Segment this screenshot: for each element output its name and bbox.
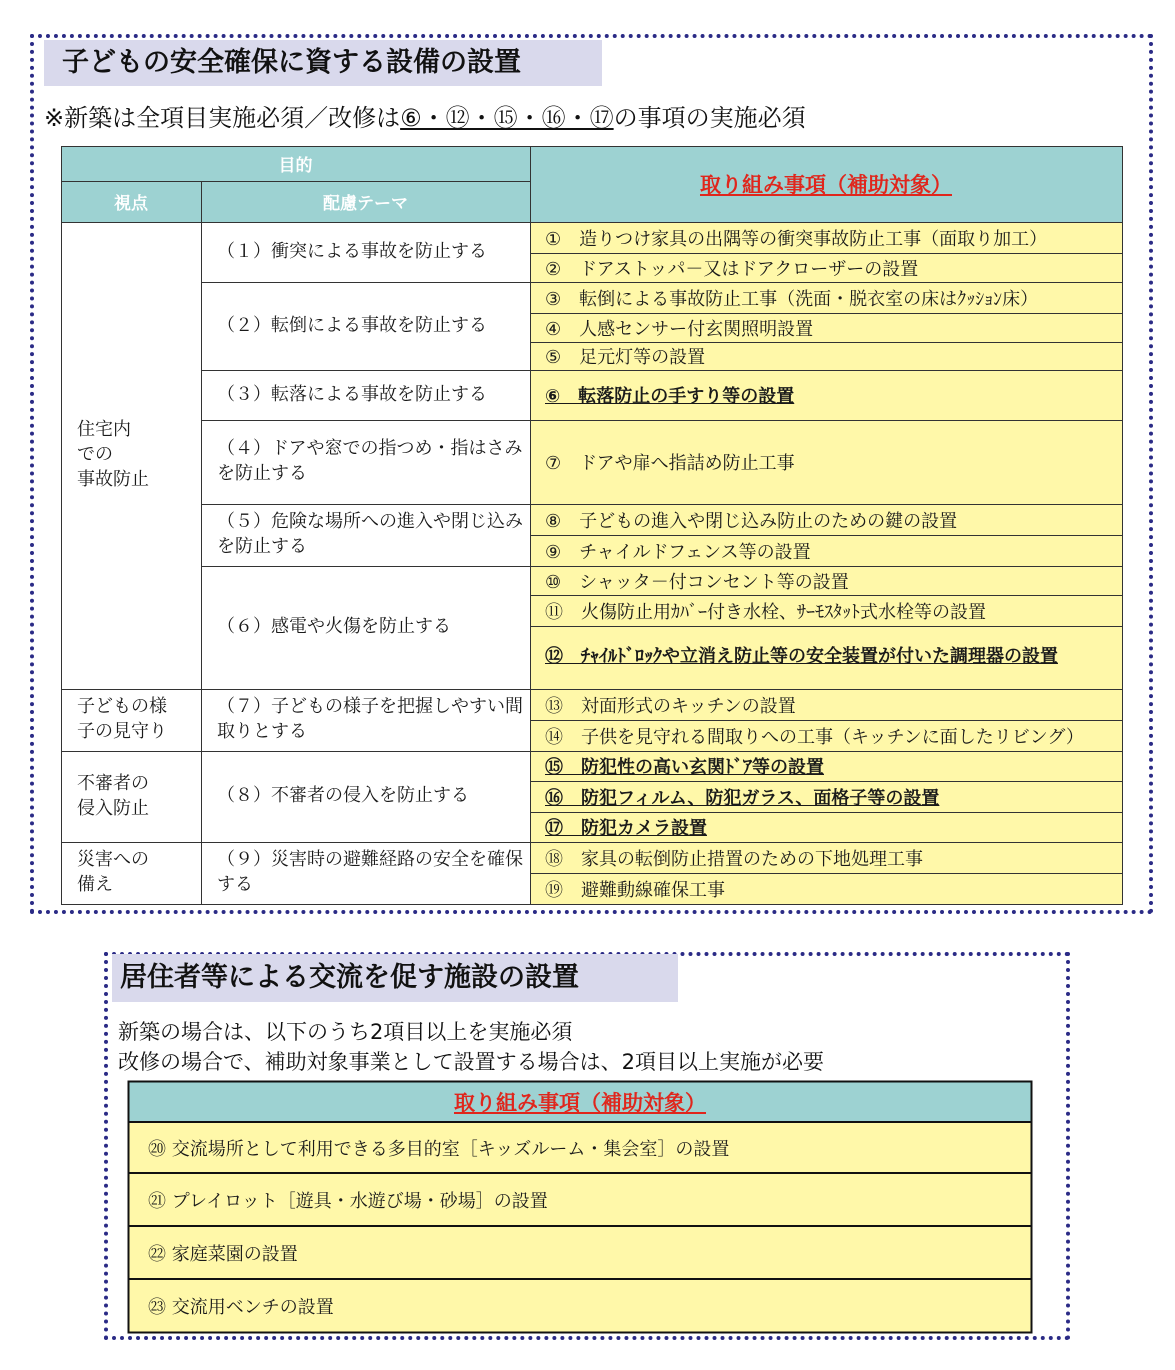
item-09: ⑨ チャイルドフェンス等の設置 bbox=[530, 535, 1122, 566]
theme-3: （３）転落による事故を防止する bbox=[201, 370, 530, 420]
section2-note-line1: 新築の場合は、以下のうち2項目以上を実施必須 bbox=[118, 1020, 573, 1044]
note-prefix: ※新築は全項目実施必須／改修は bbox=[44, 104, 401, 132]
section2-header-items: 取り組み事項（補助対象） bbox=[128, 1081, 1032, 1122]
item-18: ⑱ 家具の転倒防止措置のための下地処理工事 bbox=[530, 842, 1122, 873]
item-10: ⑩ シャッタ－付コンセント等の設置 bbox=[530, 566, 1122, 595]
item-16: ⑯ 防犯フィルム、防犯ガラス、面格子等の設置 bbox=[530, 781, 1122, 812]
section1-title: 子どもの安全確保に資する設備の設置 bbox=[44, 40, 602, 86]
item-02: ② ドアストッパ－又はドアクローザーの設置 bbox=[530, 253, 1122, 282]
section1-note bbox=[44, 98, 806, 133]
item-11: ⑪ 火傷防止用ｶﾊﾞｰ付き水栓、ｻｰﾓｽﾀｯﾄ式水栓等の設置 bbox=[530, 595, 1122, 626]
theme-9: （９）災害時の避難経路の安全を確保する bbox=[201, 842, 530, 904]
item-21: ㉑ プレイロット［遊具・水遊び場・砂場］の設置 bbox=[128, 1173, 1032, 1226]
viewpoint-child-watch: 子どもの様 子の見守り bbox=[61, 689, 201, 751]
item-13: ⑬ 対面形式のキッチンの設置 bbox=[530, 689, 1122, 720]
section2-note-line2: 改修の場合で、補助対象事業として設置する場合は、2項目以上実施が必要 bbox=[118, 1050, 824, 1074]
header-items: 取り組み事項（補助対象） bbox=[530, 146, 1122, 222]
header-viewpoint: 視点 bbox=[61, 181, 201, 222]
item-01: ① 造りつけ家具の出隅等の衝突事故防止工事（面取り加工） bbox=[530, 222, 1122, 253]
theme-8: （８）不審者の侵入を防止する bbox=[201, 751, 530, 842]
note-required-numbers: ⑥・⑫・⑮・⑯・⑰ bbox=[400, 104, 614, 132]
item-15: ⑮ 防犯性の高い玄関ﾄﾞｱ等の設置 bbox=[530, 751, 1122, 781]
item-19: ⑲ 避難動線確保工事 bbox=[530, 873, 1122, 904]
viewpoint-intruder: 不審者の 侵入防止 bbox=[61, 751, 201, 842]
theme-4: （４）ドアや窓での指つめ・指はさみを防止する bbox=[201, 420, 530, 504]
item-04: ④ 人感センサー付玄関照明設置 bbox=[530, 313, 1122, 342]
theme-7: （７）子どもの様子を把握しやすい間取りとする bbox=[201, 689, 530, 751]
header-theme: 配慮テーマ bbox=[201, 181, 530, 222]
item-12: ⑫ ﾁｬｲﾙﾄﾞﾛｯｸや立消え防止等の安全装置が付いた調理器の設置 bbox=[530, 626, 1122, 689]
item-17: ⑰ 防犯カメラ設置 bbox=[530, 812, 1122, 842]
header-purpose: 目的 bbox=[61, 146, 530, 181]
section2-title: 居住者等による交流を促す施設の設置 bbox=[112, 954, 678, 1002]
theme-1: （１）衝突による事故を防止する bbox=[201, 222, 530, 282]
item-23: ㉓ 交流用ベンチの設置 bbox=[128, 1279, 1032, 1333]
item-06: ⑥ 転落防止の手すり等の設置 bbox=[530, 370, 1122, 420]
item-05: ⑤ 足元灯等の設置 bbox=[530, 342, 1122, 370]
item-22: ㉒ 家庭菜園の設置 bbox=[128, 1226, 1032, 1279]
note-suffix: の事項の実施必須 bbox=[613, 104, 806, 132]
theme-2: （２）転倒による事故を防止する bbox=[201, 282, 530, 370]
item-20: ⑳ 交流場所として利用できる多目的室［キッズルーム・集会室］の設置 bbox=[128, 1122, 1032, 1173]
theme-5: （５）危険な場所への進入や閉じ込みを防止する bbox=[201, 504, 530, 566]
theme-6: （６）感電や火傷を防止する bbox=[201, 566, 530, 689]
item-07: ⑦ ドアや扉へ指詰め防止工事 bbox=[530, 420, 1122, 504]
viewpoint-disaster: 災害への 備え bbox=[61, 842, 201, 904]
viewpoint-home-accident: 住宅内 での 事故防止 bbox=[61, 222, 201, 689]
item-03: ③ 転倒による事故防止工事（洗面・脱衣室の床はｸｯｼｮﾝ床） bbox=[530, 282, 1122, 313]
item-08: ⑧ 子どもの進入や閉じ込み防止のための鍵の設置 bbox=[530, 504, 1122, 535]
item-14: ⑭ 子供を見守れる間取りへの工事（キッチンに面したリビング） bbox=[530, 720, 1122, 751]
